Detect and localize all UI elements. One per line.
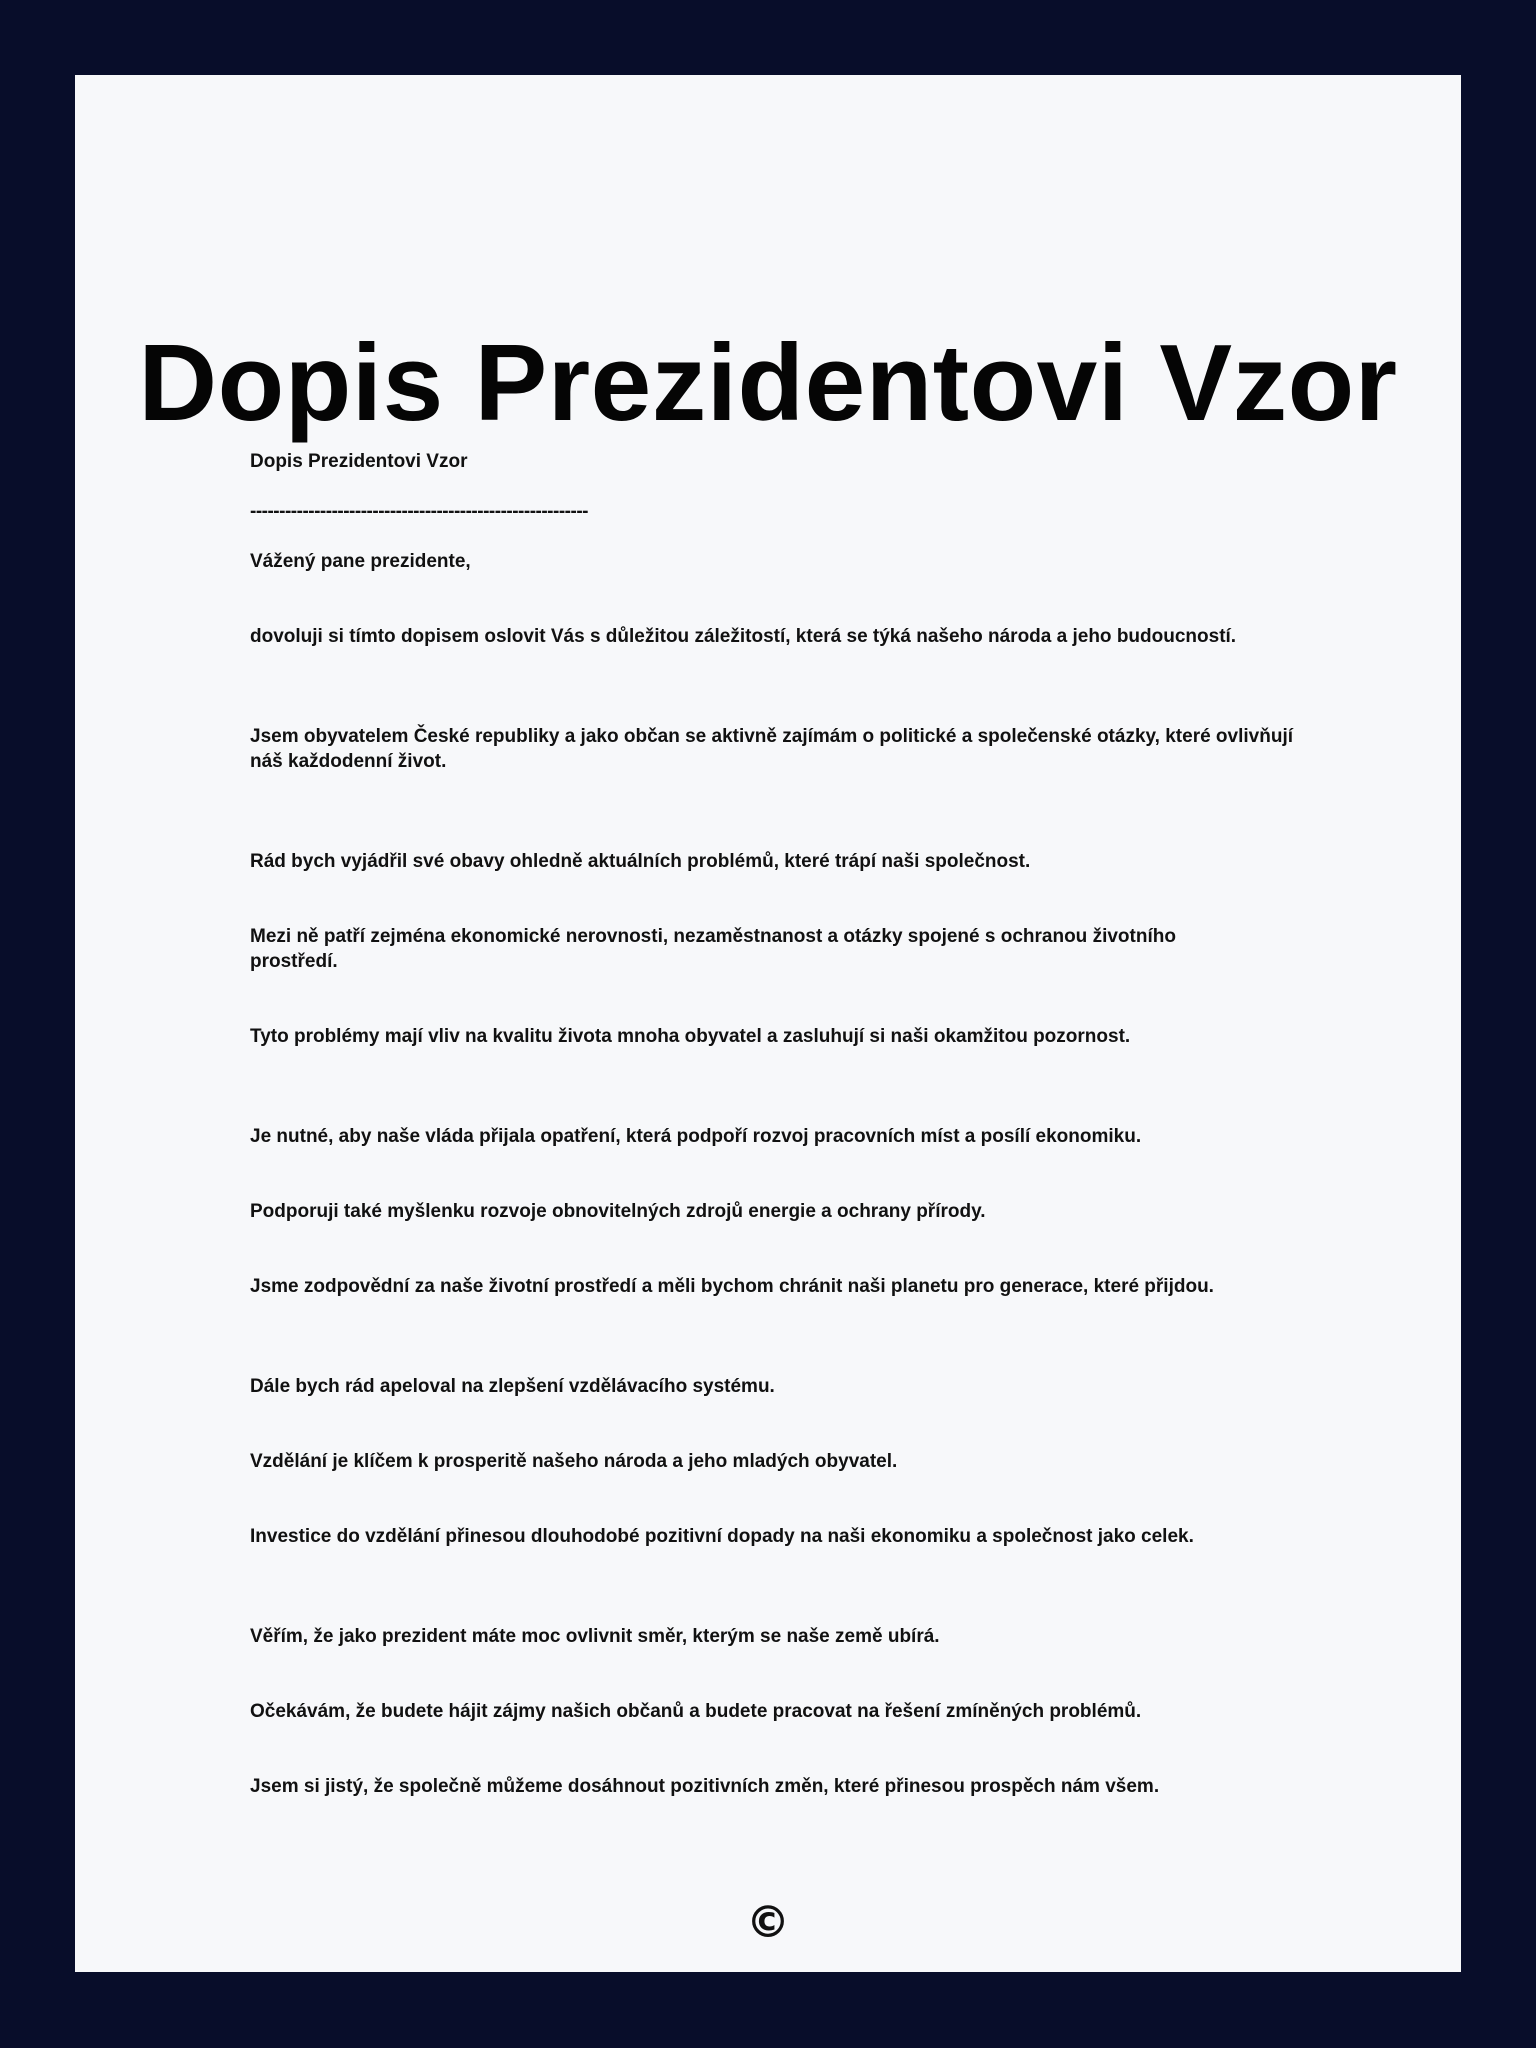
- paragraph: Rád bych vyjádřil své obavy ohledně aktuálních problémů, které trápí naši společnost.: [250, 851, 1031, 872]
- paragraph: dovoluji si tímto dopisem oslovit Vás s důležitou záležitostí, která se týká našeho národa a jeho budoucností.: [250, 626, 1237, 647]
- paragraph: Jsem si jistý, že společně můžeme dosáhnout pozitivních změn, které přinesou prospěch nám všem.: [250, 1776, 1160, 1797]
- paragraph: Investice do vzdělání přinesou dlouhodobé pozitivní dopady na naši ekonomiku a společnost jako celek.: [250, 1526, 1194, 1547]
- page-title: Dopis Prezidentovi Vzor: [138, 322, 1398, 444]
- paragraph: Je nutné, aby naše vláda přijala opatření, která podpoří rozvoj pracovních míst a posílí ekonomiku.: [250, 1126, 1142, 1147]
- paragraph: Dále bych rád apeloval na zlepšení vzdělávacího systému.: [250, 1376, 775, 1397]
- paragraph: Mezi ně patří zejména ekonomické nerovnosti, nezaměstnanost a otázky spojené s ochranou životního prostředí.: [250, 926, 1176, 972]
- paragraph: Věřím, že jako prezident máte moc ovlivnit směr, kterým se naše země ubírá.: [250, 1626, 940, 1647]
- separator-line: ----------------------------------------------------------: [250, 501, 588, 522]
- paragraph: Očekávám, že budete hájit zájmy našich občanů a budete pracovat na řešení zmíněných problémů.: [250, 1701, 1142, 1722]
- paragraph: Jsem obyvatelem České republiky a jako občan se aktivně zajímám o politické a společenské otázky, které ovlivňují náš každodenní život.: [250, 726, 1293, 772]
- letter-subtitle: Dopis Prezidentovi Vzor: [250, 451, 468, 472]
- paragraph: Jsme zodpovědní za naše životní prostředí a měli bychom chránit naši planetu pro generace, které přijdou.: [250, 1276, 1214, 1297]
- paragraph: Podporuji také myšlenku rozvoje obnovitelných zdrojů energie a ochrany přírody.: [250, 1201, 986, 1222]
- paragraph: Tyto problémy mají vliv na kvalitu života mnoha obyvatel a zasluhují si naši okamžitou pozornost.: [250, 1026, 1131, 1047]
- greeting: Vážený pane prezidente,: [250, 551, 471, 572]
- paragraph: Vzdělání je klíčem k prosperitě našeho národa a jeho mladých obyvatel.: [250, 1451, 898, 1472]
- copyright-icon: ©: [746, 1897, 790, 1948]
- letter-page: [75, 75, 1461, 1972]
